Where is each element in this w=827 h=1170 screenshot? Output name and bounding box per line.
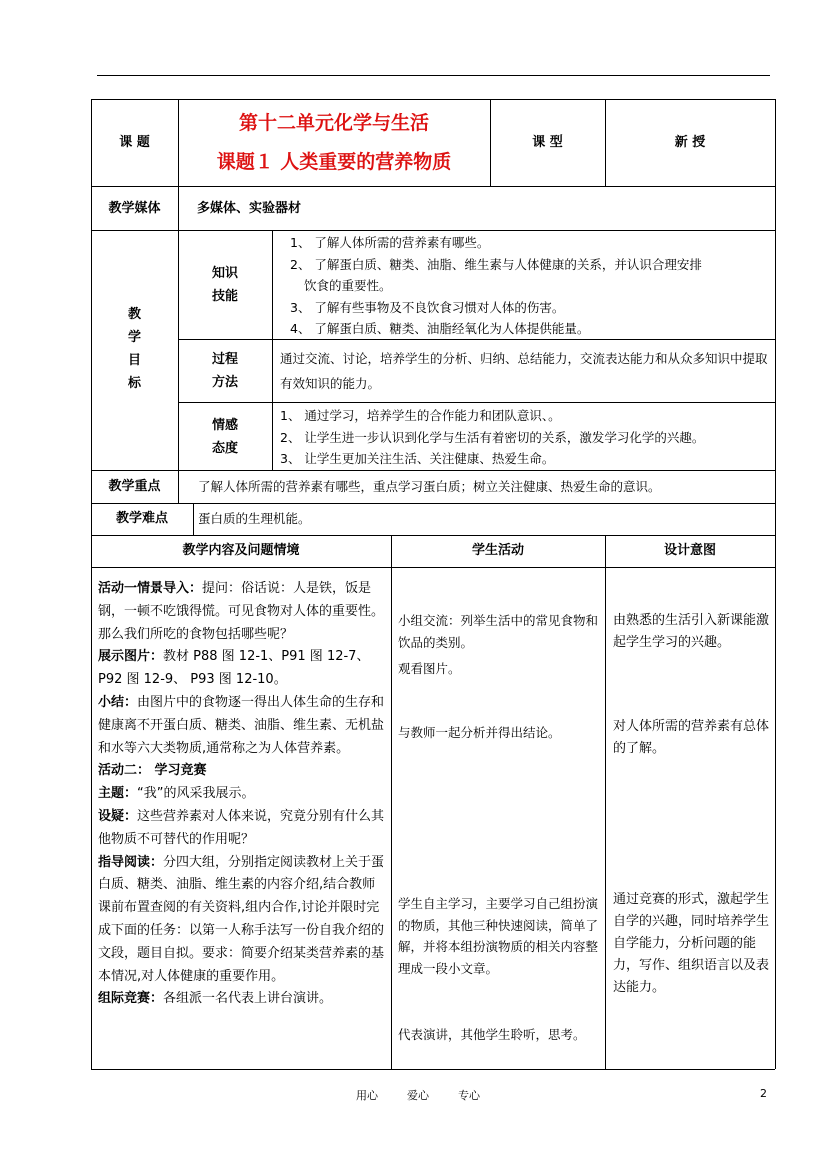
label-process: 过程 方法 (211, 352, 238, 390)
design-intent-2: 对人体所需的营养素有总体的了解。 (613, 719, 770, 756)
footer-word: 爱心 (407, 1089, 429, 1102)
label-keti: 课 题 (119, 135, 150, 150)
student-activity-3: 与教师一起分析并得出结论。 (398, 725, 561, 740)
emotion-item: 3、 让学生更加关注生活、关注健康、热爱生命。 (280, 451, 555, 466)
design-intent-1: 由熟悉的生活引入新课能激起学生学习的兴趣。 (613, 613, 770, 650)
content-paragraph: 活动一情景导入：提问：俗话说：人是铁，饭是钢，一顿不吃饿得慌。可见食物对人体的重要性。那么我们所吃的食物包括哪些呢？ (98, 581, 385, 642)
col-content-header: 教学内容及问题情境 (182, 543, 300, 558)
content-paragraph: 指导阅读：分四大组，分别指定阅读教材上关于蛋白质、糖类、油脂、维生素的内容介绍,结合教师课前布置查阅的有关资料,组内合作,讨论并限时完成下面的任务：以第一人称手法写一份自我介绍的文段，题目自拟。要求：简要介绍某类营养素的基本情况,对人体健康的重要作用。 (98, 854, 385, 984)
label-goals: 教 学 目 标 (127, 307, 141, 391)
col-student-header: 学生活动 (471, 543, 524, 558)
process-text: 通过交流、讨论，培养学生的分析、归纳、总结能力，交流表达能力和从众多知识中提取有效知识的能力。 (280, 351, 768, 391)
footer-word: 专心 (458, 1089, 480, 1102)
label-media: 教学媒体 (108, 201, 161, 216)
label-kexing: 课 型 (532, 135, 563, 150)
knowledge-item: 4、 了解蛋白质、糖类、油脂经氧化为人体提供能量。 (290, 321, 590, 336)
content-paragraph: 组际竞赛：各组派一名代表上讲台演讲。 (98, 991, 333, 1007)
design-intent-3: 通过竞赛的形式，激起学生自学的兴趣，同时培养学生自学能力，分析问题的能力，写作、组织语言以及表达能力。 (613, 892, 770, 995)
emotion-list (280, 405, 775, 470)
student-activity-1: 小组交流：列举生活中的常见食物和饮品的类别。 (398, 613, 599, 650)
knowledge-item: 饮食的重要性。 (304, 278, 392, 293)
difficulty-text: 蛋白质的生理机能。 (198, 511, 311, 526)
kexing-value: 新 授 (674, 135, 706, 150)
content-paragraph: 主题：“我”的风采我展示。 (98, 786, 255, 802)
label-emotion: 情感 态度 (211, 418, 238, 456)
content-paragraph: 小结：由图片中的食物逐一得出人体生命的生存和健康离不开蛋白质、糖类、油脂、维生素、无机盐和水等六大类物质,通常称之为人体营养素。 (98, 694, 385, 756)
unit-title: 第十二单元化学与生活 (238, 112, 429, 134)
header-rule (97, 75, 770, 76)
knowledge-item: 1、 了解人体所需的营养素有哪些。 (290, 235, 490, 250)
media-value: 多媒体、实验器材 (197, 201, 302, 216)
page-number: 2 (760, 1087, 767, 1100)
knowledge-item: 3、 了解有些事物及不良饮食习惯对人体的伤害。 (290, 299, 565, 315)
label-difficulty: 教学难点 (115, 511, 168, 526)
content-paragraph: 设疑：这些营养素对人体来说，究竟分别有什么其他物质不可替代的作用呢？ (98, 808, 385, 847)
label-knowledge: 知识 技能 (211, 266, 238, 304)
emotion-item: 2、 让学生进一步认识到化学与生活有着密切的关系，激发学习化学的兴趣。 (280, 429, 705, 445)
student-activity-2: 观看图片。 (398, 661, 461, 676)
lesson-title: 课题１ 人类重要的营养物质 (216, 151, 452, 173)
knowledge-list (290, 232, 770, 340)
knowledge-item: 2、 了解蛋白质、糖类、油脂、维生素与人体健康的关系，并认识合理安排 (290, 256, 702, 272)
emotion-item: 1、 通过学习，培养学生的合作能力和团队意识、。 (280, 408, 561, 423)
student-activity-4: 学生自主学习，主要学习自己组扮演的物质，其他三种快速阅读，简单了解，并将本组扮演物质的相关内容整理成一段小文章。 (398, 896, 599, 976)
footer-word: 用心 (356, 1089, 378, 1102)
col-design-header: 设计意图 (663, 543, 716, 558)
content-paragraph: 活动二： 学习竞赛 (98, 763, 207, 779)
student-activity-5: 代表演讲，其他学生聆听，思考。 (398, 1027, 586, 1042)
content-paragraph: 展示图片：教材 P88 图 12-1、P91 图 12-7、P92 图 12-9、 P93 图 12-10。 (98, 649, 370, 688)
content-column (98, 578, 386, 1011)
key-point-text: 了解人体所需的营养素有哪些，重点学习蛋白质；树立关注健康、热爱生命的意识。 (198, 479, 661, 494)
label-key-point: 教学重点 (108, 479, 161, 494)
